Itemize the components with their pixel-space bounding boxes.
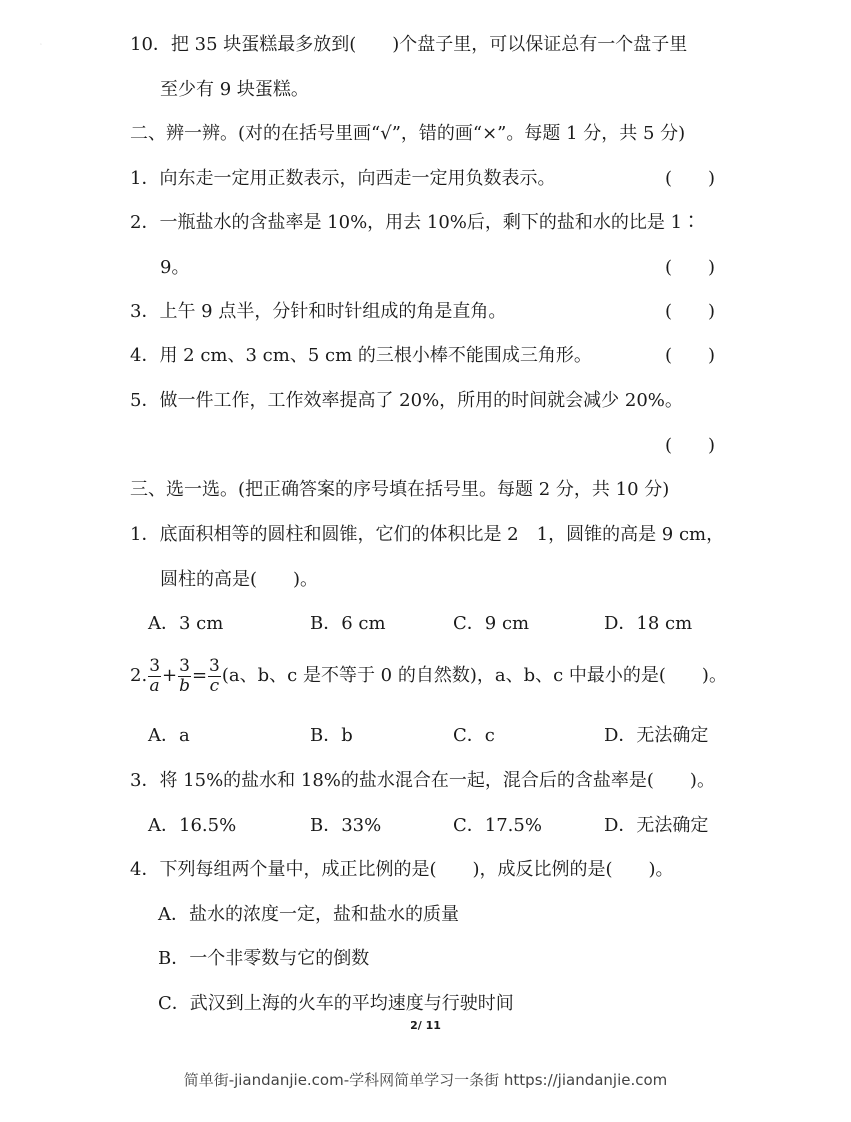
fraction-3-over-b: $\frac{3}{b}$ (179, 655, 190, 696)
s3-q1-option-a: A．3 cm (148, 613, 224, 634)
s3-q3-option-a: A．16.5% (148, 815, 237, 836)
answer-bracket[interactable]: ( ) (665, 168, 716, 189)
fraction-3-over-c: $\frac{3}{c}$ (209, 655, 220, 696)
s2-item-1: 1．向东走一定用正数表示，向西走一定用负数表示。 (130, 168, 556, 189)
fraction-3-over-a: $\frac{3}{a}$ (149, 655, 161, 696)
s3-q2-option-c: C．c (453, 725, 495, 746)
plus-sign: + (162, 665, 178, 686)
s2-item-2: 2．一瓶盐水的含盐率是 10%，用去 10%后，剩下的盐和水的比是 1∶ (130, 212, 701, 233)
s3-q3-option-d: D．无法确定 (604, 815, 709, 836)
s3-q4-option-b: B．一个非零数与它的倒数 (158, 948, 370, 969)
s3-q4-option-a: A．盐水的浓度一定，盐和盐水的质量 (158, 904, 459, 925)
section2-title: 二、辨一辨。(对的在括号里画“√”，错的画“×”。每题 1 分，共 5 分) (130, 123, 686, 144)
s3-q3-option-b: B．33% (310, 815, 382, 836)
s2-item-3: 3．上午 9 点半，分针和时针组成的角是直角。 (130, 301, 507, 322)
s2-item-5: 5．做一件工作，工作效率提高了 20%，所用的时间就会减少 20%。 (130, 390, 683, 411)
s2-item-4: 4．用 2 cm、3 cm、5 cm 的三根小棒不能围成三角形。 (130, 345, 592, 366)
footer-source: 简单街-jiandanjie.com-学科网简单学习一条街 https://jiandanjie.com (183, 1071, 668, 1089)
page-number: 2/ 11 (410, 1019, 441, 1032)
answer-bracket[interactable]: ( ) (665, 257, 716, 278)
s3-q1-option-c: C．9 cm (453, 613, 530, 634)
q10-line1: 10．把 35 块蛋糕最多放到( )个盘子里，可以保证总有一个盘子里 (130, 34, 688, 55)
s3-q4-option-c: C．武汉到上海的火车的平均速度与行驶时间 (158, 993, 514, 1014)
answer-bracket[interactable]: ( ) (665, 301, 716, 322)
answer-bracket[interactable]: ( ) (665, 435, 716, 456)
watermark-mark: · (37, 39, 46, 51)
s3-q3-option-c: C．17.5% (453, 815, 542, 836)
s3-q1-line2: 圆柱的高是( )。 (160, 569, 319, 590)
s3-q4-line: 4．下列每组两个量中，成正比例的是( )，成反比例的是( )。 (130, 859, 674, 880)
s3-q2-option-a: A．a (148, 725, 190, 746)
s3-q3-line: 3．将 15%的盐水和 18%的盐水混合在一起，混合后的含盐率是( )。 (130, 770, 715, 791)
s3-q1-line1: 1．底面积相等的圆柱和圆锥，它们的体积比是 2 1，圆锥的高是 9 cm， (130, 524, 725, 545)
s3-q2-option-b: B．b (310, 725, 353, 746)
s3-q2-line (130, 656, 727, 696)
q10-line2: 至少有 9 块蛋糕。 (160, 79, 309, 100)
s3-q2-option-d: D．无法确定 (604, 725, 709, 746)
s3-q2-number: 2. (130, 665, 148, 686)
answer-bracket[interactable]: ( ) (665, 345, 716, 366)
s3-q1-option-b: B．6 cm (310, 613, 386, 634)
section3-title: 三、选一选。(把正确答案的序号填在括号里。每题 2 分，共 10 分) (130, 479, 670, 500)
s2-item-2-cont: 9。 (160, 257, 190, 278)
s3-q1-option-d: D．18 cm (604, 613, 693, 634)
s3-q2-text: (a、b、c 是不等于 0 的自然数)，a、b、c 中最小的是( )。 (221, 665, 727, 686)
equals-sign: = (191, 665, 208, 686)
